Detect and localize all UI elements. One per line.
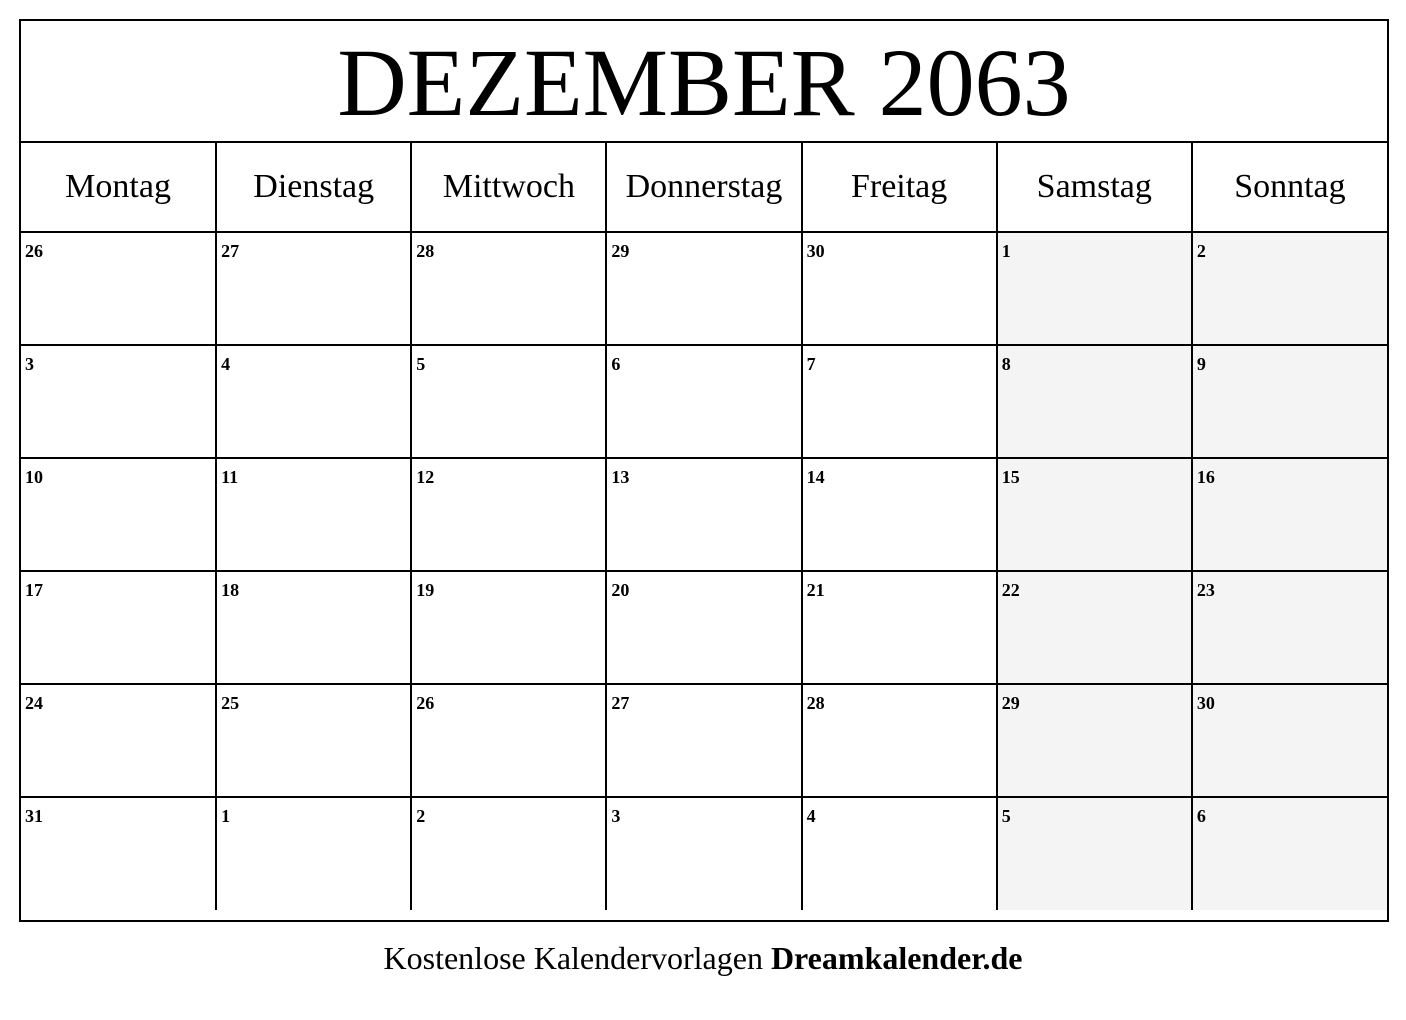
day-cell: [802, 571, 997, 684]
day-cell: [411, 232, 606, 345]
day-number: 1: [221, 806, 231, 826]
day-cell: [216, 458, 411, 571]
day-number: 28: [416, 241, 435, 261]
week-row: [21, 458, 1387, 571]
day-cell: [21, 232, 216, 345]
week-row: [21, 232, 1387, 345]
week-row: [21, 345, 1387, 458]
week-row: [21, 571, 1387, 684]
day-number: 6: [611, 354, 621, 374]
day-cell: [216, 345, 411, 458]
day-number: 22: [1001, 580, 1020, 600]
weekend-day-cell: [1192, 232, 1387, 345]
day-cell: [606, 684, 801, 797]
weekday-header-row: [21, 143, 1387, 232]
footer-text: Kostenlose Kalendervorlagen: [383, 940, 763, 976]
day-number: 13: [611, 467, 630, 487]
day-number: 29: [1001, 693, 1020, 713]
day-number: 21: [806, 580, 825, 600]
day-cell: [21, 345, 216, 458]
weekend-day-cell: [1192, 684, 1387, 797]
weekend-day-cell: [1192, 571, 1387, 684]
day-number: 17: [25, 580, 43, 600]
weekend-day-cell: [1192, 458, 1387, 571]
day-number: 24: [25, 693, 43, 713]
day-number: 3: [611, 806, 621, 826]
weekday-tuesday: Dienstag: [216, 143, 411, 232]
day-cell: [606, 571, 801, 684]
footer: [0, 940, 1406, 977]
week-row: [21, 797, 1387, 910]
day-cell: [606, 232, 801, 345]
weekend-day-cell: [997, 458, 1192, 571]
day-cell: [21, 684, 216, 797]
calendar-title: DEZEMBER 2063: [337, 29, 1071, 136]
day-number: 2: [416, 806, 426, 826]
day-cell: [802, 684, 997, 797]
day-number: 5: [416, 354, 426, 374]
weekend-day-cell: [1192, 797, 1387, 910]
day-number: 16: [1196, 467, 1215, 487]
day-number: 9: [1196, 354, 1206, 374]
day-cell: [21, 571, 216, 684]
day-number: 26: [25, 241, 43, 261]
weekday-friday: Freitag: [802, 143, 997, 232]
weekday-thursday: Donnerstag: [606, 143, 801, 232]
day-number: 7: [806, 354, 816, 374]
day-number: 26: [416, 693, 435, 713]
day-cell: [411, 571, 606, 684]
day-number: 2: [1196, 241, 1206, 261]
weekend-day-cell: [997, 345, 1192, 458]
day-number: 6: [1196, 806, 1206, 826]
day-cell: [216, 232, 411, 345]
day-number: 12: [416, 467, 435, 487]
weekday-wednesday: Mittwoch: [411, 143, 606, 232]
day-number: 4: [221, 354, 231, 374]
title-row: [21, 21, 1387, 143]
day-number: 20: [611, 580, 630, 600]
day-number: 8: [1001, 354, 1011, 374]
day-cell: [606, 797, 801, 910]
day-cell: [411, 345, 606, 458]
day-cell: [606, 345, 801, 458]
day-cell: [802, 458, 997, 571]
footer-brand-link[interactable]: Dreamkalender.de: [770, 940, 1023, 976]
day-cell: [216, 797, 411, 910]
day-cell: [21, 458, 216, 571]
weekday-monday: Montag: [21, 143, 216, 232]
day-number: 11: [221, 467, 239, 487]
day-cell: [411, 684, 606, 797]
day-number: 10: [25, 467, 43, 487]
day-number: 4: [806, 806, 816, 826]
calendar-grid: [21, 143, 1387, 910]
day-cell: [21, 797, 216, 910]
weekend-day-cell: [997, 684, 1192, 797]
day-number: 14: [806, 467, 825, 487]
weekday-saturday: Samstag: [997, 143, 1192, 232]
calendar: [19, 19, 1389, 922]
weekday-sunday: Sonntag: [1192, 143, 1387, 232]
day-number: 31: [25, 806, 43, 826]
day-cell: [216, 684, 411, 797]
day-cell: [606, 458, 801, 571]
day-cell: [216, 571, 411, 684]
day-number: 15: [1001, 467, 1020, 487]
weekend-day-cell: [997, 797, 1192, 910]
day-number: 27: [221, 241, 240, 261]
day-cell: [411, 797, 606, 910]
weekend-day-cell: [997, 571, 1192, 684]
week-row: [21, 684, 1387, 797]
day-cell: [802, 345, 997, 458]
day-cell: [411, 458, 606, 571]
day-number: 25: [221, 693, 240, 713]
day-cell: [802, 232, 997, 345]
day-cell: [802, 797, 997, 910]
day-number: 1: [1001, 241, 1011, 261]
weekend-day-cell: [997, 232, 1192, 345]
day-number: 27: [611, 693, 630, 713]
day-number: 29: [611, 241, 630, 261]
day-number: 30: [806, 241, 825, 261]
day-number: 5: [1001, 806, 1011, 826]
day-number: 23: [1196, 580, 1215, 600]
day-number: 30: [1196, 693, 1215, 713]
day-number: 19: [416, 580, 435, 600]
day-number: 18: [221, 580, 240, 600]
weekend-day-cell: [1192, 345, 1387, 458]
day-number: 3: [25, 354, 34, 374]
day-number: 28: [806, 693, 825, 713]
